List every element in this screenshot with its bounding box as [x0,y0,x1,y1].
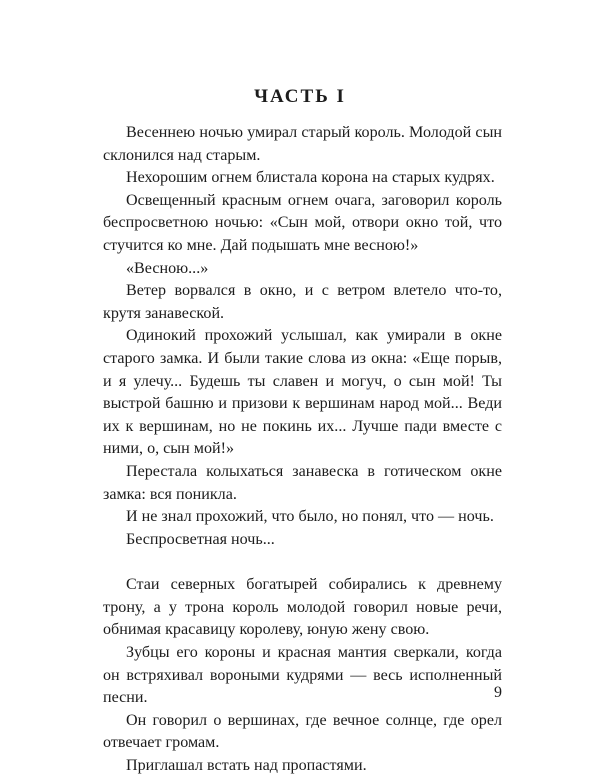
paragraph: Беспросветная ночь... [126,530,275,548]
paragraph: «Весною...» [126,259,209,277]
paragraph: Весеннею ночью умирал старый король. Молодой сын склонился над старым. [103,124,502,164]
paragraph: Одинокий прохожий услышал, как умирали в окне старого замка. И были такие слова из окна: «Еще порыв, и я улечу... Будешь ты славен и могуч, о сын мой! Ты выстрой башню и призови к вершинам народ мой... Веди их к вершинам, но не покинь их... Лучше пади вместе с ними, о, сын мой!» [103,327,502,458]
paragraph: И не знал прохожий, что было, но понял, что — ночь. [126,508,494,526]
paragraph: Стаи северных богатырей собирались к древнему трону, а у трона король молодой говорил новые речи, обнимая красавицу королеву, юную жену свою. [103,576,502,639]
paragraph: Он говорил о вершинах, где вечное солнце, где орел отвечает громам. [103,711,502,752]
paragraph: Приглашал встать над пропастями. [126,757,367,775]
paragraph: Ветер ворвался в окно, и с ветром влетело что-то, крутя занавеской. [103,282,502,322]
chapter-title: ЧАСТЬ I [254,86,346,107]
section-break [103,551,502,574]
paragraph: Зубцы его короны и красная мантия сверкали, когда он встряхивал вороными кудрями — весь исполненный песни. [103,644,502,707]
paragraph: Нехорошим огнем блистала корона на старых кудрях. [126,169,495,187]
paragraph: Перестала колыхаться занавеска в готическом окне замка: вся поникла. [103,462,502,503]
paragraph: Освещенный красным огнем очага, заговорил король беспросветною ночью: «Сын мой, отвори окно той, что стучится ко мне. Дай подышать мне весною!» [103,191,502,254]
page-number: 9 [494,684,502,701]
body-text [103,122,502,778]
